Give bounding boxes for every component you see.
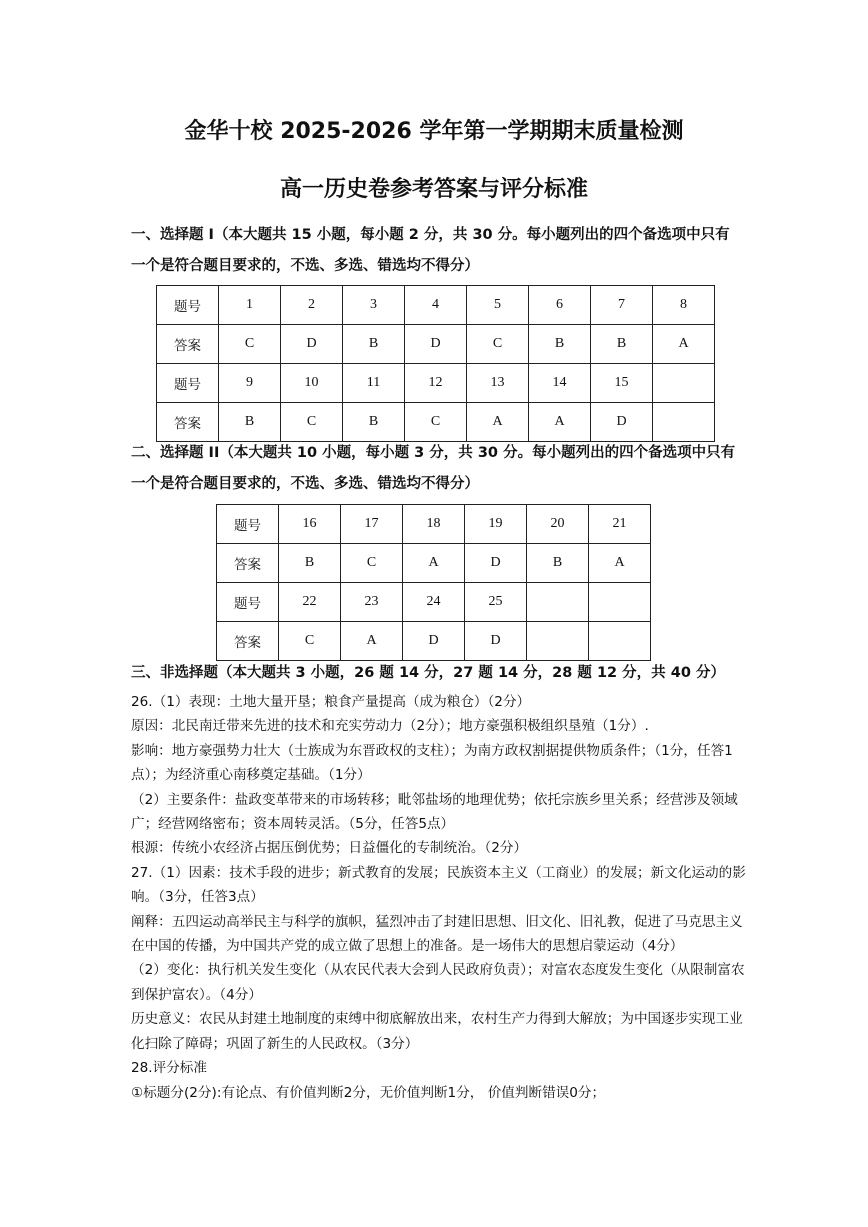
number-cell: 21 [589,505,651,544]
table-row [157,286,715,325]
number-cell: 20 [527,505,589,544]
answer-cell: D [465,544,527,583]
number-cell: 10 [281,364,343,403]
number-cell: 6 [529,286,591,325]
label-cell: 答案 [217,544,279,583]
number-cell [589,583,651,622]
answer-cell: A [653,325,715,364]
section-3-heading: 三、非选择题（本大题共 3 小题，26 题 14 分，27 题 14 分，28 题 12 分，共 40 分） [131,665,725,681]
number-cell: 18 [403,505,465,544]
answer-table-1 [156,285,715,442]
answer-cell: B [527,544,589,583]
section-1-heading: 一、选择题 I（本大题共 15 小题，每小题 2 分，共 30 分。每小题列出的四个备选项中只有一个是符合题目要求的，不选、多选、错选均不得分） [131,227,730,274]
answer-cell: B [591,325,653,364]
table-row [157,403,715,442]
answer-cell: B [529,325,591,364]
label-cell: 题号 [217,583,279,622]
label-cell: 答案 [157,403,219,442]
number-cell [527,583,589,622]
table-row [217,622,651,661]
answer-cell: D [281,325,343,364]
answer-line: （2）主要条件：盐政变革带来的市场转移；毗邻盐场的地理优势；依托宗族乡里关系；经营涉及领域广；经营网络密布；资本周转灵活。（5分，任答5点） [131,791,738,833]
label-cell: 题号 [217,505,279,544]
answer-cell: B [219,403,281,442]
answer-line: 影响：地方豪强势力壮大（士族成为东晋政权的支柱）；为南方政权割据提供物质条件；（1分，任答1点）；为经济重心南移奠定基础。（1分） [131,742,733,784]
answer-cell [589,622,651,661]
number-cell: 7 [591,286,653,325]
number-cell: 4 [405,286,467,325]
table-row [217,544,651,583]
answer-line: 根源：传统小农经济占据压倒优势；日益僵化的专制统治。（2分） [131,840,528,857]
answer-cell: C [219,325,281,364]
answer-cell: C [281,403,343,442]
answer-cell: C [405,403,467,442]
table-row [217,505,651,544]
number-cell [653,364,715,403]
number-cell: 19 [465,505,527,544]
answer-cell: A [403,544,465,583]
number-cell: 23 [341,583,403,622]
number-cell: 15 [591,364,653,403]
label-cell: 答案 [217,622,279,661]
answer-cell: D [403,622,465,661]
answer-cell: D [591,403,653,442]
number-cell: 9 [219,364,281,403]
answer-line: 28.评分标准 [131,1060,207,1077]
answer-line: ①标题分(2分):有论点、有价值判断2分，无价值判断1分， 价值判断错误0分； [131,1084,606,1101]
label-cell: 答案 [157,325,219,364]
answer-cell [653,403,715,442]
answer-cell: B [279,544,341,583]
answer-cell [527,622,589,661]
answer-cell: B [343,325,405,364]
answer-cell: C [341,544,403,583]
number-cell: 2 [281,286,343,325]
answer-line: （2）变化：执行机关发生变化（从农民代表大会到人民政府负责）；对富农态度发生变化（从限制富农到保护富农）。（4分） [131,962,745,1003]
number-cell: 11 [343,364,405,403]
number-cell: 14 [529,364,591,403]
number-cell: 1 [219,286,281,325]
answer-cell: D [465,622,527,661]
table-row [217,583,651,622]
answer-cell: A [589,544,651,583]
label-cell: 题号 [157,286,219,325]
answer-cell: C [467,325,529,364]
table-row [157,364,715,403]
answer-cell: D [405,325,467,364]
number-cell: 8 [653,286,715,325]
table-row [157,325,715,364]
number-cell: 25 [465,583,527,622]
number-cell: 5 [467,286,529,325]
number-cell: 17 [341,505,403,544]
document-subtitle: 高一历史卷参考答案与评分标准 [279,177,588,202]
label-cell: 题号 [157,364,219,403]
number-cell: 24 [403,583,465,622]
number-cell: 16 [279,505,341,544]
answer-cell: A [467,403,529,442]
number-cell: 22 [279,583,341,622]
answer-text [131,690,746,1105]
answer-line: 阐释：五四运动高举民主与科学的旗帜，猛烈冲击了封建旧思想、旧文化、旧礼教，促进了马克思主义在中国的传播，为中国共产党的成立做了思想上的准备。是一场伟大的思想启蒙运动（4分） [131,913,743,955]
answer-cell: A [341,622,403,661]
section-2-heading: 二、选择题 II（本大题共 10 小题，每小题 3 分，共 30 分。每小题列出的四个备选项中只有一个是符合题目要求的，不选、多选、错选均不得分） [131,445,736,492]
answer-table-2 [216,504,651,661]
answer-cell: B [343,403,405,442]
number-cell: 13 [467,364,529,403]
answer-line: 原因：北民南迁带来先进的技术和充实劳动力（2分）；地方豪强积极组织垦殖（1分）. [131,718,649,735]
number-cell: 12 [405,364,467,403]
answer-line: 26.（1）表现：土地大量开垦；粮食产量提高（成为粮仓）（2分） [131,694,531,710]
answer-line: 27.（1）因素：技术手段的进步；新式教育的发展；民族资本主义（工商业）的发展；新文化运动的影响。（3分，任答3点） [131,864,746,906]
answer-cell: C [279,622,341,661]
document-title: 金华十校 2025-2026 学年第一学期期末质量检测 [184,119,684,144]
answer-line: 历史意义：农民从封建土地制度的束缚中彻底解放出来，农村生产力得到大解放；为中国逐步实现工业化扫除了障碍；巩固了新生的人民政权。（3分） [131,1011,743,1052]
answer-cell: A [529,403,591,442]
number-cell: 3 [343,286,405,325]
